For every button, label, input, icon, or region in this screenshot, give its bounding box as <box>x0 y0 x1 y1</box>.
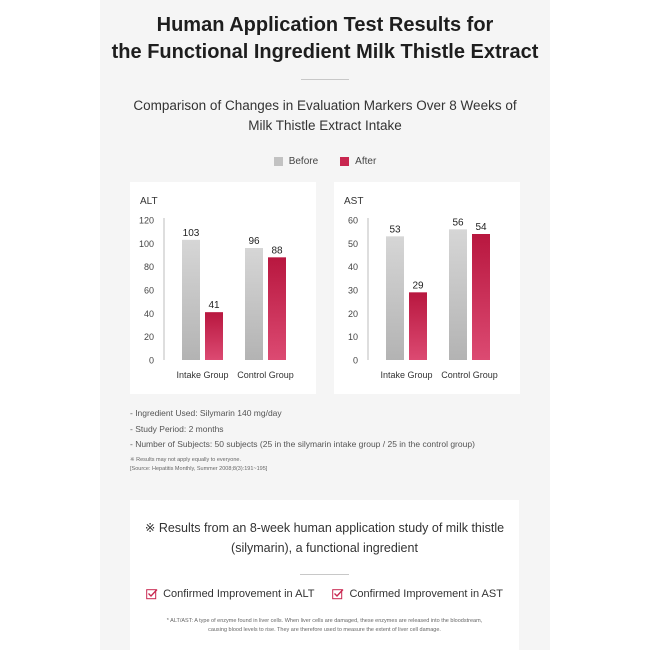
x-category-label: Intake Group <box>176 370 229 380</box>
check-item-ast <box>332 588 502 600</box>
legend-swatch-before <box>274 157 283 166</box>
note-source: [Source: Hepatitis Monthly, Summer 2008;8(3):191~195] <box>130 465 268 472</box>
subtitle-line-2: Milk Thistle Extract Intake <box>248 118 402 133</box>
bar-value-label: 54 <box>475 222 487 233</box>
x-category-label: Control Group <box>237 370 294 380</box>
y-tick-label: 60 <box>347 215 358 226</box>
check-label-ast: Confirmed Improvement in AST <box>349 588 503 600</box>
checkbox-check-icon <box>146 588 158 600</box>
title-line-2: the Functional Ingredient Milk Thistle Extract <box>111 41 539 63</box>
alt-bar-chart <box>130 182 316 394</box>
y-tick-label: 40 <box>143 308 154 319</box>
y-tick-label: 20 <box>347 308 358 319</box>
y-tick-label: 20 <box>143 332 154 343</box>
results-title-line-1: ※ Results from an 8-week human application study of milk thistle <box>144 521 505 535</box>
results-box <box>130 500 519 650</box>
y-tick-label: 80 <box>143 262 154 273</box>
title-divider <box>301 79 349 80</box>
chart-title: AST <box>344 196 364 207</box>
bar-before-intake <box>182 240 200 360</box>
bar-after-intake <box>205 312 223 360</box>
bar-value-label: 53 <box>389 224 401 236</box>
x-category-label: Control Group <box>441 370 498 380</box>
check-label-alt: Confirmed Improvement in ALT <box>163 588 315 600</box>
legend-item-before <box>274 156 318 167</box>
bar-after-control <box>472 234 490 360</box>
note-period: - Study Period: 2 months <box>130 423 224 434</box>
y-tick-label: 120 <box>138 215 154 226</box>
legend-swatch-after <box>340 157 349 166</box>
bar-value-label: 103 <box>182 227 200 239</box>
study-notes <box>130 406 475 474</box>
title-line-1: Human Application Test Results for <box>156 14 494 36</box>
y-tick-label: 40 <box>347 262 358 273</box>
page-title <box>100 12 550 66</box>
subtitle-line-1: Comparison of Changes in Evaluation Markers Over 8 Weeks of <box>133 98 517 113</box>
check-item-alt <box>146 588 314 600</box>
bar-value-label: 56 <box>452 217 464 229</box>
bar-value-label: 29 <box>412 280 424 292</box>
legend-label-before: Before <box>288 156 319 167</box>
chart-subtitle <box>100 96 550 136</box>
bar-after-intake <box>409 292 427 360</box>
note-disclaimer: ※ Results may not apply equally to everyone. <box>130 456 241 463</box>
note-ingredient: - Ingredient Used: Silymarin 140 mg/day <box>130 408 282 418</box>
results-checks <box>130 588 519 600</box>
chart-title: ALT <box>140 196 158 207</box>
results-title-line-2: (silymarin), a functional ingredient <box>231 541 418 555</box>
y-tick-label: 0 <box>352 355 358 366</box>
bar-value-label: 41 <box>208 300 220 312</box>
note-subjects: - Number of Subjects: 50 subjects (25 in the silymarin intake group / 25 in the control group) <box>130 439 475 449</box>
bar-value-label: 88 <box>271 245 283 257</box>
y-tick-label: 0 <box>148 355 154 366</box>
ast-chart-card <box>334 182 520 394</box>
y-tick-label: 100 <box>138 238 154 249</box>
bar-value-label: 96 <box>248 236 260 247</box>
footnote-line-2: causing blood levels to rise. They are therefore used to measure the extent of liver cell damage. <box>208 627 441 633</box>
bar-before-control <box>449 229 467 360</box>
legend-label-after: After <box>355 156 377 167</box>
chart-legend <box>0 156 650 167</box>
y-tick-label: 30 <box>347 285 358 296</box>
footnote-line-1: * ALT/AST: A type of enzyme found in liver cells. When liver cells are damaged, these enzymes are released into the bloodstream, <box>166 618 483 624</box>
y-tick-label: 60 <box>143 285 154 296</box>
alt-chart-card <box>130 182 316 394</box>
legend-item-after <box>340 156 376 167</box>
checkbox-check-icon <box>332 588 344 600</box>
bar-after-control <box>268 257 286 360</box>
bar-before-control <box>245 248 263 360</box>
x-category-label: Intake Group <box>380 370 433 380</box>
y-tick-label: 10 <box>347 332 358 343</box>
bar-before-intake <box>386 236 404 360</box>
y-tick-label: 50 <box>347 238 358 249</box>
results-footnote <box>130 617 519 635</box>
ast-bar-chart <box>334 182 520 394</box>
results-title <box>130 518 519 558</box>
results-divider <box>300 574 349 575</box>
